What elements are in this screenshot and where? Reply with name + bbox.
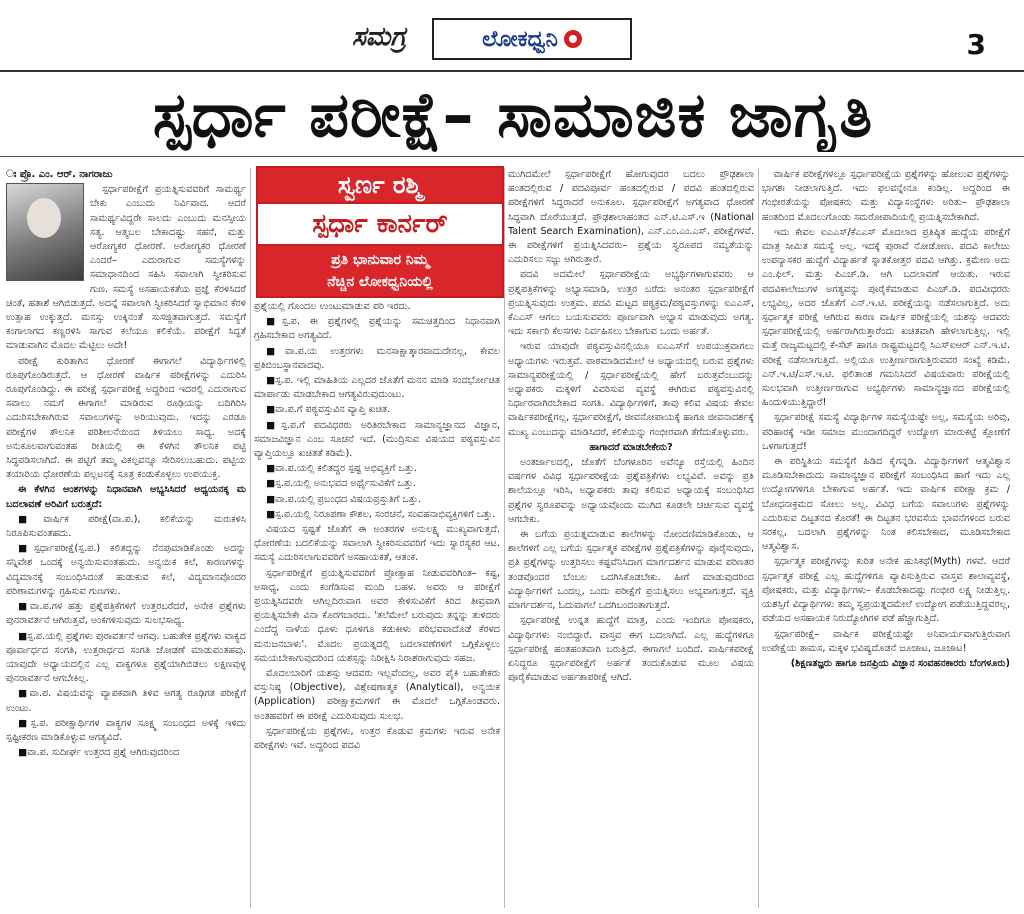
paragraph: ಈ ಬಗೆಯ ಪ್ರಯತ್ನಮಾಡುವ ಶಾಲೆಗಳನ್ನು ನೋಂದಣಿಮಾಡಿಕೊಂಡು, ಆ ಶಾಲೆಗಳಿಗೆ ಎಲ್ಲ ಬಗೆಯ ಸ್ಪರ್ಧಾತ್ಮಕ ಪರೀಕ್ಷೆಗಳ ಪ್ರಶ್ನೆಪತ್ರಿಕೆಗಳನ್ನು ಪೂರೈಸುವುದು, ಪ್ರತಿ ಪ್ರಶ್ನೆಗಳನ್ನು ಉತ್ತರಿಸಲು ಕಷ್ಟವೆನಿಸಿದಾಗ ಮಾರ್ಗದರ್ಶನ ಮಾಡುವ ಪರಿಣತರ ತಂಡವೊಂದರ ಬೆಂಬಲ ಒದಗಿಸಿಕೊಡಬೇಕು. ಹೀಗೆ ಮಾಡುವುದರಿಂದ ವಿದ್ಯಾರ್ಥಿಗಳಿಗೆ ಒಂದಲ್ಲ, ಒಂದು ಪರೀಕ್ಷೆಗೆ ಪ್ರಯತ್ನಿಸಲು ಅಭ್ಯವಾಗುತ್ತದೆ. ವ್ಯಕ್ತಿ ಮಾರ್ಗದರ್ಶನ, ಓದುವಾಗಲೆ ಒದಗಿಬಂದಂತಾಗುತ್ತದೆ. bbox=[508, 529, 754, 612]
article-column-2 bbox=[254, 300, 500, 910]
column-divider bbox=[250, 168, 251, 908]
paragraph: ■ಸ್ಪ.ಪ.ಯಲ್ಲಿ ಪ್ರಶ್ನೆಗಳು ಪುರಾವರ್ತನೆ ಆಗವು. ಬಹುತೇಕ ಪ್ರಶ್ನೆಗಳು ವಾಕ್ಯದ ಪೂರ್ವಾರ್ಧದ ಸಂಗತಿ, ಉತ್ತರಾರ್ಧದ ಸಂಗತಿ ಜೋಡಣೆ ಮಾಡುವಂತಹವು. ಯಾವುದೇ ಅಧ್ಯಾಯದಲ್ಲಿನ ಎಲ್ಲ ವಾಕ್ಯಗಳೂ ಪ್ರಶ್ನೆಯಾಗಿಬಿಡಲು ಲಕ್ಷಣವುಳ್ಳ ಪುನರಾವರ್ತನೆ ಆಗಬೇಕಿಲ್ಲ. bbox=[6, 630, 246, 685]
paragraph: ■ವಾ.ಪ.ಯಲ್ಲಿ ಪ್ರಬಂಧದ ವಿಷಯಪ್ರಸ್ತುತಿಗೆ ಒತ್ತು. bbox=[266, 493, 421, 505]
paragraph: ಅಂತರ್ಜಾಲದಲ್ಲಿ, ಜೊತೆಗೆ ಬೆಂಗಳೂರಿನ ಅವೆನ್ಯೂ ರಸ್ತೆಯಲ್ಲಿ ಹಿಂದಿನ ವರ್ಷಗಳ ವಿವಿಧ ಸ್ಪರ್ಧಾಪರೀಕ್ಷೆಯ ಪ್ರಶ್ನೆಪತ್ರಿಕೆಗಳು ಲಭ್ಯವಿವೆ. ಅವನ್ನು ಪ್ರತಿ ಶಾಲೆಯಲ್ಲೂ ಇರಿಸಿ, ಅಧ್ಯಾಪಕರು ತಾವು ಕಲಿಸುವ ಅಧ್ಯಾಯಕ್ಕೆ ಸಂಬಂಧಿಸಿದ ಪ್ರಶ್ನೆಗಳ ಸ್ವರೂಪವನ್ನು ಅಧ್ಯಾಯವೊಂದು ಮುಗಿದ ಕೂಡಲೇ ಚರ್ಚಿಸುವ ವ್ಯವಸ್ಥೆ ಆಗಬೇಕು. bbox=[508, 457, 754, 525]
paragraph: ■ವಾ.ಪ.ಯಲ್ಲಿ ಕಲಿತದ್ದರ ಸ್ಪಷ್ಟ ಅಭಿವ್ಯಕ್ತಿಗೆ ಒತ್ತು. bbox=[266, 463, 417, 475]
paragraph: ಇರುವ ಯಾವುದೇ ಪಠ್ಯವಸ್ತುವಿನಲ್ಲಿಯೂ ಐಎಎಸ್‌ಗೆ ಉಪಯುಕ್ತವಾಗಲು ಅಧ್ಯಾಯಗಳು ಇರುತ್ತವೆ. ಪಾಠಮಾಡಿದಮೇಲೆ ಆ ಅಧ್ಯಾಯದಲ್ಲಿ ಬರುವ ಪ್ರಶ್ನೆಗಳು ಸಾಮಾನ್ಯಪರೀಕ್ಷೆಯಲ್ಲಿ / ಸ್ಪರ್ಧಾಪರೀಕ್ಷೆಯಲ್ಲಿ ಹೇಗೆ ಬರುತ್ತವೆಂಬುದನ್ನು ಅಧ್ಯಾಪಕರು ಮಕ್ಕಳಿಗೆ ವಿವರಿಸುವ ವ್ಯವಸ್ಥೆ ಈಗಿರುವ ಪಠ್ಯವಸ್ತುವಿನಲ್ಲಿ ನಿರ್ಧಾರವಾಗಿರಬೇಕಾದ ಸಂಗತಿ. ವಿದ್ಯಾರ್ಥಿಗಳಿಗೆ, ತಾವು ಕಲಿವ ವಿಷಯ ಕೇವಲ ವಾರ್ಷಿಕಪರೀಕ್ಷೆಗಲ್ಲ, ಸ್ಪರ್ಧಾಪರೀಕ್ಷೆಗೆ, ಜೀವನೋಪಾಯಕ್ಕೆ ಹಾಗೂ ಜೀವನಾದರ್ಶಕ್ಕೆ ಮುಖ್ಯ ಎಂಬುದನ್ನು ಮಾಡಿಸಿದರೆ, ಕಲಿಕೆಯನ್ನು ಗಂಭೀರವಾಗಿ ತೆಗೆದುಕೊಳ್ಳುವರು. bbox=[508, 341, 754, 438]
author-photo bbox=[6, 183, 84, 281]
logo-emblem-icon bbox=[564, 30, 582, 48]
paragraph: ■ಸ್ಪ.ಪ.ಯಲ್ಲಿ ನಿರೂಪಣಾ ಕೌಶಲ, ಸಂರಚನೆ, ಸಂವಹನಾಭಿವ್ಯಕ್ತಿಗಳಿಗೆ ಒತ್ತು. bbox=[266, 508, 496, 520]
paragraph: ■ವಾ.ಪ.ಗಳ ಹತ್ತು ಪ್ರಶ್ನೆಪತ್ರಿಕೆಗಳಿಗೆ ಉತ್ತರಬರೆದರೆ, ಅನೇಕ ಪ್ರಶ್ನೆಗಳು ಪುನರಾವರ್ತನೆ ಆಗಿರುತ್ತವೆ, ಅಂಕಗಳಿಸುವುದು ಸುಲಭಸಾಧ್ಯ. bbox=[6, 601, 246, 627]
subheading: ಹಾಗಾದರೆ ಮಾಡಬೇಕೇನು? bbox=[589, 441, 673, 453]
paragraph: ವಾರ್ಷಿಕ ಪರೀಕ್ಷೆಗಳಲ್ಲೂ ಸ್ಪರ್ಧಾಪರೀಕ್ಷೆಯ ಪ್ರಶ್ನೆಗಳನ್ನು ಹೋಲುವ ಪ್ರಶ್ನೆಗಳನ್ನು ಭಾಗಶಃ ನೀಡಲಾಗುತ್ತಿದೆ. ಇದು ಫಲವನ್ನೇನೂ ಕಂಡಿಲ್ಲ. ಅದ್ದರಿಂದ ಈ ಗಂಭೀರತೆಯನ್ನು ಪೋಷಕರು ಮತ್ತು ವಿದ್ಯಾಸಂಸ್ಥೆಗಳು ಅರಿತು– ಪ್ರೌಢಶಾಲಾ ಹಂತದಿಂದ ಮೊದಲುಗೊಂಡು ಸಮರೋಪಾದಿಯಲ್ಲಿ ಪ್ರಯತ್ನಿಸಬೇಕಾಗಿದೆ. bbox=[762, 169, 1010, 223]
column-divider bbox=[504, 168, 505, 908]
paragraph: ಪ್ರಶ್ನೆಯಲ್ಲಿ ಗೊಂದಲ ಉಂಟುಮಾಡುವ ಪರಿ ಇರದು. bbox=[254, 301, 411, 312]
page-number: 3 bbox=[966, 28, 986, 61]
paragraph: ಸ್ಪರ್ಧಾಪರೀಕ್ಷೆಗೆ ಪ್ರಯತ್ನಿಸುವವರಿಗೆ ಪ್ರೋತ್ಸಾಹ ನೀಡುವವರಿಗಿಂತ– ಕಷ್ಟ, ಅಸಾಧ್ಯ, ಎಂದು ಕಂಗೆಡಿಸುವ ಮಂದಿ ಬಹಳ. ಅವರು ಆ ಪರೀಕ್ಷೆಗೆ ಪ್ರಯತ್ನಿಸಿದವರೇ ಆಗಿಲ್ಲದಿರುವಾಗ ಅವರ ಕೇಳಿಸುವಿಕೆಗೆ ಕಿರಿದ ತೀವ್ರವಾಗಿ ಪ್ರಯತ್ನಿಸಬೇಕೇ ವಿನಾ ಕೊರಗಬಾರದು. 'ತಲೆಮೇಲೆ ಬರುವುದು ತನ್ನನ್ನು ತುಳಿದರು ಎಂದೆದ್ದ ನಾಳೆಯ ಧೂಳು ಧೂಳಿಗೂ ಕಡುಕೀಳು ಪರಿಭವವಾದೊಡೆ ಕೆರಳದ ಮನುಜನಬಾಳು'. ಮೊದಲ ಪ್ರಯತ್ನದಲ್ಲಿ ಬದಲಾವಣೆಗಳಿಗೆ ಒಗ್ಗಿಕೊಳ್ಳಲು ಸಮಯಬೇಕಾಗುವುದರಿಂದ ಯಶಸ್ಸನ್ನು ನಿರೀಕ್ಷಿಸಿ ನಿರಾಶರಾಗುವುದು ಸಹಜ. bbox=[254, 567, 500, 664]
paragraph: ■ಸ್ಪ.ಪ. ಇಲ್ಲಿ ಮಾಹಿತಿಯ ಎಲ್ಲದರ ಜೊತೆಗೆ ಮನನ ಮಾಡಿ ಸಂದರ್ಭೋಚಿತ ಮಾರ್ಪಾಡು ಮಾಡಬೇಕಾದ ಆಗತ್ಯವಿರುವುದುಂಟು. bbox=[254, 375, 500, 401]
paragraph: ■ವಾ.ಪ.ಯ ಉತ್ತರಗಳು ಮನಸಾಕ್ಷಾತ್ಕಾರವಾದುದೇನಲ್ಲ, ಕೇವಲ ಪ್ರತಿಬಿಂಬಸ್ಥಾನವಾದವು. bbox=[254, 345, 500, 371]
paragraph: ■ವಾರ್ಷಿಕ ಪರೀಕ್ಷೆ(ವಾ.ಪ.), ಕಲಿಕೆಯನ್ನು ಮರುಕಳಿಸಿ ನಿರೂಪಿಸುವಂತಹದು. bbox=[6, 513, 246, 540]
paragraph: ■ವಾ.ಪ.ಗೆ ಪಠ್ಯವಸ್ತುವಿನ ವ್ಯಾಪ್ತಿ ಖಚಿತ. bbox=[266, 404, 391, 416]
article-column-3 bbox=[508, 168, 754, 912]
paragraph: ಸ್ಪರ್ಧಾಪರೀಕ್ಷೆ– ವಾರ್ಷಿಕ ಪರೀಕ್ಷೆಯಷ್ಟೇ ಅನಿವಾರ್ಯವಾಗುತ್ತಿರುವಾಗ ಉಪೇಕ್ಷೆಯ ತಾಮಸ, ಮಕ್ಕಳ ಭವಿಷ್ಯದೊಡನೆ ಜೂಜಾಟ, ಜೂಜಾಟ! bbox=[762, 628, 1010, 654]
paragraph: ■ವಾ.ಪ. ವಿಷಯವನ್ನು ವ್ಯಾಪಕವಾಗಿ ತಿಳಿವ ಆಗತ್ಯ ರೂಢಿಗತ ಪರೀಕ್ಷೆಗೆ ಉಂಟು. bbox=[6, 688, 246, 714]
paragraph: ಸ್ಪರ್ಧಾತ್ಮಕ ಪರೀಕ್ಷೆಗಳನ್ನು ಕುರಿತ ಅನೇಕ ಹುಸಿಕಥೆ(Myth) ಗಳವೆ. ಆದರೆ ಸ್ಪರ್ಧಾತ್ಮಕ ಪರೀಕ್ಷೆ ಎಲ್ಲ ಹುದ್ದೆಗಳಿಗೂ ವ್ಯಾಪಿಸುತ್ತಿರುವ ವಾಸ್ತವ ಶಾಲಾವ್ಯವಸ್ಥೆ, ಪೋಷಕರು, ಮತ್ತು ವಿದ್ಯಾರ್ಥಿಗಳು– ಕೊಡಬೇಕಾದಷ್ಟು ಗಂಭೀರ ಲಕ್ಷ್ಯ ನೀಡುತ್ತಿಲ್ಲ. ಯಶಸ್ಸಿಗೆ ವಿದ್ಯಾರ್ಥಿಗಳು ತಮ್ಮ ಸ್ವಪ್ರಯತ್ನದಮೇಲೆ ಉದ್ಯೋಗ ಪಡೆಯುತ್ತಿದ್ದವರಲ್ಲ, ಪಡೆಯದ ಅಸಹಾಯಕ ನಿರುದ್ಯೋಗಿಗಳ ಪಡೆ ಹೆಚ್ಚಾಗುತ್ತಿದೆ. bbox=[762, 556, 1010, 625]
masthead bbox=[0, 0, 1024, 72]
paragraph: ಪದವಿ ಅದಮೇಲೆ ಸ್ಪರ್ಧಾಪರೀಕ್ಷೆಯ ಅಭ್ಯರ್ಥಿಗಳಾಗುವವರು ಆ ಪ್ರಶ್ನಪತ್ರಿಕೆಗಳನ್ನು ಅಭ್ಯಾಸಮಾಡಿ, ಉತ್ತರ ಬರೆದು ಅನಂತರ ಸ್ಪರ್ಧಾಪರೀಕ್ಷೆಗೆ ಪ್ರಯತ್ನಿಸುವುದು ಉತ್ತಮ. ಪದವಿ ಮಟ್ಟದ ಪಠ್ಯಕ್ರಮ/ಪಠ್ಯವಸ್ತುಗಳನ್ನು ಐಎಎಸ್, ಕೆಎಎಸ್ ಆಗಲು ಬಯಸುವವರು ಪೂರ್ಣವಾಗಿ ಅಭ್ಯಾಸ ಮಾಡುವುದು ಅಗತ್ಯ. ಇದು ಸರ್ಕಾರಿ ಕೆಲಸಗಳು ನಿರ್ವಹಿಸಲು ಬೇಕಾಗುವ ಒಂದು ಅರ್ಹತೆ. bbox=[508, 269, 754, 338]
promo-box bbox=[256, 166, 504, 298]
section-label: ಸಮಗ್ರ bbox=[352, 22, 406, 52]
paragraph: ■ಸ್ಪ.ಪ.ಗೆ ಪದವಿಧರರು ಅರಿತಿರಬೇಕಾದ ಸಾಮಾನ್ಯಜ್ಞಾನದ ವಿಜ್ಞಾನ, ಸಮಾಜವಿಜ್ಞಾನ ಎಂಬ ಸೂಚನೆ ಇದೆ. (ಮುದ್ರಿಸುವ ವಿಷಯದ ಪಠ್ಯವಸ್ತುವಿನ ವ್ಯಾಪ್ತಿಯಲ್ಲೂ ಖಚಿತತೆ ಕಡಿಮೆ). bbox=[254, 419, 500, 460]
newspaper-logo bbox=[432, 18, 632, 60]
article-column-1 bbox=[6, 168, 246, 908]
paragraph: ಇದು ಕೇವಲ ಐಎಎಸ್/ಕೆಎಎಸ್ ಮೊದಲಾದ ಪ್ರತಿಷ್ಠಿತ ಹುದ್ದೆಯ ಪರೀಕ್ಷೆಗೆ ಮಾತ್ರ ಸೀಮಿತ ಸಮಸ್ಯೆ ಅಲ್ಲ. ಇದಕ್ಕೆ ಪುರಾವೆ ನೋಡೋಣ. ಪದವಿ ಕಾಲೇಜು ಉಪನ್ಯಾಸಕರ ಹುದ್ದೆಗೆ ವಿದ್ಯಾರ್ಹತೆ ಸ್ನಾತಕೋತ್ತರ ಪದವಿ ಆಗಿತ್ತು. ಕ್ರಮೇಣ ಅದು ಎಂ.ಫಿಲ್. ಮತ್ತು ಪಿಎಚ್.ಡಿ. ಆಗಿ ಬದಲಾವಣೆ ಆಯಿತು. ಇರುವ ಪದವಿಕಾಲೇಜುಗಳ ಅಗತ್ಯವನ್ನು ಪೂರೈಕೆಮಾಡುವ ಪಿಎಚ್.ಡಿ. ಪದವೀಧರರು ಲಭ್ಯವಿಲ್ಲ, ಅದರ ಜೊತೆಗೆ ಎನ್.ಇ.ಟಿ. ಪರೀಕ್ಷೆಯನ್ನು ನಡೆಸಲಾಗುತ್ತಿದೆ. ಅದು ಸ್ಪರ್ಧಾತ್ಮಕ ಪರೀಕ್ಷೆ ಆಗಿರುವ ಕಾರಣ ವಾರ್ಷಿಕ ಪರೀಕ್ಷೆಯಲ್ಲಿ ಯಶಸ್ಸು ಆದವರು ಸ್ಪರ್ಧಾಪರೀಕ್ಷೆಯಲ್ಲಿ ಅರ್ಹರಾಗಿರುತ್ತಾರೆಂದು ಖಚಿತವಾಗಿ ಹೇಳಲಾಗುತ್ತಿಲ್ಲ. ಇಲ್ಲಿ ಮತ್ತೆ ರಾಜ್ಯಮಟ್ಟದಲ್ಲಿ ಕೆ-ಸೆಟ್ ಹಾಗೂ ರಾಷ್ಟ್ರಮಟ್ಟದಲ್ಲಿ ಸಿಎಸ್‌ಐಆರ್ ಎನ್.ಇ.ಟಿ. ಪರೀಕ್ಷೆ ನಡೆಸಲಾಗುತ್ತಿದೆ. ಅಲ್ಲಿಯೂ ಉತ್ತೀರ್ಣರಾಗುತ್ತಿರುವವರ ಸಂಖ್ಯೆ ಕಡಿಮೆ. ಎನ್.ಇ.ಟಿ/ಎಸ್.ಇ.ಟಿ. ಫಲಿತಾಂಶ ಗಮನಿಸಿದರೆ ವಿಷಯವಾರು ಪರೀಕ್ಷೆಯಲ್ಲಿ ಸುಲಭವಾಗಿ ಉತ್ತೀರ್ಣರಾಗುವ ಅಭ್ಯರ್ಥಿಗಳು ಸಾಮಾನ್ಯಜ್ಞಾನದ ಪರೀಕ್ಷೆಯಲ್ಲಿ ಹಿಂದುಳಿಯುತ್ತಿದ್ದಾರೆ! bbox=[762, 226, 1010, 409]
headline: ಸ್ಪರ್ಧಾ ಪರೀಕ್ಷೆ– ಸಾಮಾಜಿಕ ಜಾಗೃತಿ bbox=[152, 78, 874, 151]
byline: ಃ ಪ್ರೊ. ಎಂ. ಆರ್. ನಾಗರಾಜು bbox=[6, 169, 113, 180]
promo-line-2: ನೆಚ್ಚಿನ ಲೋಕಧ್ವನಿಯಲ್ಲಿ bbox=[327, 274, 433, 290]
paragraph: ಮುಗಿದಮೇಲೆ ಸ್ಪರ್ಧಾಪರೀಕ್ಷೆಗೆ ಹೋಗುವುದರ ಬದಲು ಪ್ರೌಢಶಾಲಾ ಹಂತದಲ್ಲಿರುವ / ಪದವಿಪೂರ್ವ ಹಂತದಲ್ಲಿರುವ / ಪದವಿ ಹಂತದಲ್ಲಿರುವ ಪರೀಕ್ಷೆಗಳಿಗೆ ಸಿದ್ಧರಾದರೆ ಅನುಕೂಲ. ಸ್ಪರ್ಧಾಪರೀಕ್ಷೆಗೆ ಅಗತ್ಯವಾದ ಧೋರಣೆ ಸಿದ್ಧವಾಗಿ ದೊರೆಯುತ್ತದೆ. ಪ್ರೌಢಶಾಲಾಹಂತದ ಎನ್.ಟಿ.ಎಸ್.ಇ (National Talent Search Examination), ಎನ್.ಎಂ.ಎಂ.ಎಸ್. ಪರೀಕ್ಷೆಗಳವೆ. ಈ ಪರೀಕ್ಷೆಗಳಿಗೆ ಪ್ರಯತ್ನಿಸಿದವರು– ಪ್ರಶ್ನೆಯ ಸ್ವರೂಪದ ನಮ್ಯತೆಯನ್ನು ಎದುರಿಸಲು ಸಜ್ಜು ಆಗಿರುತ್ತಾರೆ. bbox=[508, 169, 754, 266]
column-divider bbox=[758, 168, 759, 908]
paragraph: ■ಸ್ಪ.ಪ. ಪರೀಕ್ಷಾರ್ಥಿಗಳ ವಾಕ್ಯಗಳ ಸೂಕ್ಷ್ಮ ಸಂಬಂಧದ ಅಳಕ್ಕೆ ಇಳಿದು ಸ್ಪಷ್ಟೀಕರಣ ಮಾಡಿಕೊಳ್ಳುವ ಆಗತ್ಯವಿದೆ. bbox=[6, 717, 246, 743]
paragraph: ■ಸ್ಪ.ಪ.ಯಲ್ಲಿ ಅನುಭವದ ಅರ್ಥೈಸುವಿಕೆಗೆ ಒತ್ತು. bbox=[266, 478, 416, 490]
logo-text: ಲೋಕಧ್ವನಿ bbox=[482, 26, 558, 52]
promo-title: ಸ್ವರ್ಣ ರಶ್ಮಿ bbox=[258, 168, 502, 202]
promo-tagline bbox=[258, 246, 502, 296]
article-column-4 bbox=[762, 168, 1010, 912]
paragraph: ಪರೀಕ್ಷೆ ಕುರಿತಾಗಿನ ಧೋರಣೆ ಈಗಾಗಲೆ ವಿದ್ಯಾರ್ಥಿಗಳಲ್ಲಿ ರೂಪುಗೊಂಡಿರುತ್ತದೆ. ಆ ಧೋರಣೆ ವಾರ್ಷಿಕ ಪರೀಕ್ಷೆಗಳನ್ನು ಎದುರಿಸಿ ರೂಪುಗೊಂಡಿದ್ದು. ಈ ಪರೀಕ್ಷೆ ಸ್ಪರ್ಧಾಪರೀಕ್ಷೆ ಅದ್ದರಿಂದ ಇದರಲ್ಲಿ ಎದುರಾಗುವ ಸವಾಲು ನಮಗೆ ಈಗಾಗಲೆ ಮಾಡಿರುವ ರೂಢಿಯನ್ನು ಬದಿಗಿರಿಸಿ ಎದುರಿಸಬೇಕಾಗಿರುವ ಸವಾಲುಗಳನ್ನು ಅರಿಯುವುದು. ಇದನ್ನು ಎರಡೂ ಪರೀಕ್ಷೆಗಳ ತೌಲನಿಕ ಪರಿಶೀಲನೆಯಿಂದ ತಿಳಿಯಲು ಸಾಧ್ಯ. ಅದಕ್ಕೆ ಅನುಕೂಲವಾಗುವಂತಹ ರೀತಿಯಲ್ಲಿ ಈ ಕೆಳಗಿನ ತೌಲನಿಕ ಪಟ್ಟಿ ಸಿದ್ಧಪಡಿಸಲಾಗಿದೆ. ಈ ಪಟ್ಟಿಗೆ ತಮ್ಮ ವಿಕಲ್ಪವನ್ನೂ ಸೇರಿಸಲುಬಹುದು. ಪಟ್ಟಿಯ ತಯಾರಿಯ ಧೋರಣೆಯ ಪಲ್ಲಟನಕ್ಕೆ ಸೂತ್ರ ಕಂಡುಕೊಳ್ಳಲು ಉಪಯುಕ್ತ. bbox=[6, 355, 246, 481]
paragraph: ಈ ಪರಿಸ್ಥಿತಿಯ ಸಮಸ್ಯೆಗೆ ಹಿಡಿದ ಕೈಗನ್ನಡಿ. ವಿದ್ಯಾರ್ಥಿಗಳಿಗೆ ಆತ್ಮವಿಶ್ವಾಸ ಮೂಡಿಸಬೇಕಾದುದು ಸಾಮಾನ್ಯಜ್ಞಾನ ಪರೀಕ್ಷೆಗೆ ಸಂಬಂಧಿಸಿದ ಹಾಗೆ ಇದು ಎಲ್ಲ ಉದ್ಯೋಗಗಳಿಗೂ ಬೇಕಾಗುವ ಅರ್ಹತೆ. ಇದು ವಾರ್ಷಿಕ ಪರೀಕ್ಷಾ ಕ್ರಮ / ಬೋಧನಾಕ್ರಮದ ಸೋಲು ಅಲ್ಲ. ವಿವಿಧ ಬಗೆಯ ಸವಾಲುಗಳು ಪ್ರಶ್ನೆಗಳನ್ನು ಎದುರಿಸುವ ದಿಟ್ಟತನದ ಕೊರತೆ! ಈ ದಿಟ್ಟತನ ಭರವಸೆಯ ಭಾವನೆಗಳಂದ ಬರುವ ಸರಕಲ್ಲ, ಬದಲಾಗಿ ಪ್ರಶ್ನೆಗಳನ್ನು ನಿಂತ ಕಲಿಸಬೇಕಾದ, ಮೂಡಿಸಬೇಕಾದ ಆತ್ಮವಿಶ್ವಾಸ. bbox=[762, 456, 1010, 553]
paragraph: ಈ ಕೆಳಗಿನ ಅಂಶಗಳನ್ನು ನಿಧಾನವಾಗಿ ಅಭ್ಯಸಿಸಿದರೆ ಅಧ್ಯಯನಕ್ಕ ಮ ಬದಲಾವಣೆ ಅರಿವಿಗೆ ಬರುತ್ತದೆ: bbox=[6, 484, 246, 510]
author-credit: (ಶಿಕ್ಷಣತಜ್ಞರು ಹಾಗೂ ಜನಪ್ರಿಯ ವಿಜ್ಞಾನ ಸಂವಹನಕಾರರು ಬೆಂಗಳೂರು) bbox=[790, 657, 1010, 669]
paragraph: ವಿಷಯದ ಸ್ಪಷ್ಟತೆ ಜೊತೆಗೆ ಈ ಅಂತರಗಳ ಅನುಲಕ್ಷ್ಯ ಮುಖ್ಯವಾಗುತ್ತದೆ. ಧೋರಣೆಯ ಬದಲಿಕೆಯನ್ನು ಸವಾಲಾಗಿ ಸ್ವೀಕರಿಸುವವರಿಗೆ ಇದು ಸ್ವಾರಸ್ಯಕರ ಆಟ. ಸಮಸ್ಯೆ ಎದುರಿಸಲಾಗುವವರಿಗೆ ಅಸಹಾಯಕತೆ, ಆತಂಕ. bbox=[254, 524, 500, 564]
promo-subtitle: ಸ್ಪರ್ಧಾ ಕಾರ್ನರ್ bbox=[258, 202, 502, 246]
paragraph: ಸ್ಪರ್ಧಾಪರೀಕ್ಷೆಯ ಪ್ರಶ್ನೆಗಳು, ಉತ್ತರ ಕೊಡುವ ಕ್ರಮಗಳು ಇರುವ ಅನೇಕ ಪರೀಕ್ಷೆಗಳು ಇವೆ. ಅದ್ದರಿಂದ ಪದವಿ bbox=[254, 725, 500, 752]
paragraph: ■ಸ್ಪರ್ಧಾಪರೀಕ್ಷೆ(ಸ್ಪ.ಪ.) ಕಲಿತದ್ದನ್ನು ನೆನಪುಮಾಡಿಕೊಂಡು ಅದನ್ನು ಸನ್ನಿವೇಶ ಒಂದಕ್ಕೆ ಅನ್ವಯಿಸುವಂತಹುದು. ಅನ್ವಯಿಕ ಕಲೆ, ಕಾರಣಗಳನ್ನು ವಿದ್ಯಮಾನಕ್ಕೆ ಸಂಬಂಧಿಸಿದಂತೆ ಹುಡುಕುವ ಕಲೆ, ವಿದ್ಯಮಾನವೊಂದರ ಪರಿಣಾಮಗಳನ್ನು ಗ್ರಹಿಸುವ ಗುಣಗಳು. bbox=[6, 543, 246, 597]
paragraph: ಮೊದಲಬಾರಿಗೆ ಯಶಸ್ಸು ಆದವರು ಇಲ್ಲವೆಂದಲ್ಲ, ಅವರ ಪೈಕಿ ಬಹುತೇಕರು ವಸ್ತುನಿಷ್ಠ (Objective), ವಿಶ್ಲೇಷಣಾತ್ಮಕ (Analytical), ಅನ್ವಯಿಕ (Application) ಪರೀಕ್ಷಾಕ್ರಮಗಳಿಗೆ ಈ ಮೊದಲೆ ಒಗ್ಗಿಕೊಂಡವರು. ಅಂತಹವರಿಗೆ ಈ ಪರೀಕ್ಷೆ ಎದುರಿಸುವುದು ಸುಲಭ. bbox=[254, 668, 500, 722]
paragraph: ಸ್ಪರ್ಧಾಪರೀಕ್ಷೆ ಉನ್ನತ ಹುದ್ದೆಗೆ ಮಾತ್ರ, ಎಂದು ಇಂದಿಗೂ ಪೋಷಕರು, ವಿದ್ಯಾರ್ಥಿಗಳು ನಂಬಿದ್ದಾರೆ. ವಾಸ್ತವ ಈಗ ಬದಲಾಗಿದೆ. ಎಲ್ಲ ಹುದ್ದೆಗಳಿಗೂ ಸ್ಪರ್ಧಾಪರೀಕ್ಷೆ ಹಂತಹಂತವಾಗಿ ಬರುತ್ತಿದೆ. ಈಗಾಗಲೆ ಬಂದಿದೆ. ವಾರ್ಷಿಕಪರೀಕ್ಷೆ ಏನಿದ್ದರೂ ಸ್ಪರ್ಧಾಪರೀಕ್ಷೆಗೆ ಅರ್ಹತೆ ತಂದುಕೊಡುವ ಮೂಲ ವಿಷಯ ಪೂರೈಕೆಮಾಡುವ ಅರ್ಹತಾಪರೀಕ್ಷೆ ಆಗಿದೆ. bbox=[508, 615, 754, 684]
paragraph: ■ಸ್ಪ.ಪ. ಈ ಪ್ರಶ್ನೆಗಳಲ್ಲಿ ಪ್ರಶ್ನೆಯನ್ನು ಸಮಚಿತ್ತದಿಂದ ನಿಧಾನವಾಗಿ ಗ್ರಹಿಸಬೇಕಾದ ಅಗತ್ಯವಿದೆ. bbox=[254, 316, 500, 342]
headline-divider bbox=[0, 156, 1024, 157]
paragraph: ಸ್ಪರ್ಧಾಪರೀಕ್ಷೆಗೆ ಪ್ರಯತ್ನಿಸುವವರಿಗೆ ಸಾಮರ್ಥ್ಯ ಬೇಕು ಎಂಬುದು ನಿರ್ವಿವಾದ. ಆದರೆ ಸಾಮರ್ಥ್ಯವಿದ್ದರೇ ಸಾಲದು ಎಂಬುದು ಮನಸ್ಸೀಯ ಸತ್ಯ. ಆತ್ಮಬಲ ಬೇಕಾದಷ್ಟು ಸಹನೆ, ಮತ್ತು ಆರೋಗ್ಯಕರ ಧೋರಣೆ. ಅರೋಗ್ಯಕರ ಧೋರಣೆ ಎಂದರೆ– ಎದುರಾಗುವ ಸಮಸ್ಯೆಗಳನ್ನು ಸಮಾಧಾನದಿಂದ ಸಹಿಸಿ ಸವಾಲಾಗಿ ಸ್ವೀಕರಿಸುವ ಗುಣ. ಸಮಸ್ಯೆ ಅಸಹಾಯಕತೆಯ ಪ್ರಜ್ಞೆ ಕೆರಳಿಸಿದರೆ ಚಿಂತೆ, ಹತಾಶೆ ಆಗಿಬಿಡುತ್ತದೆ. ಅದನ್ನೆ ಸವಾಲಾಗಿ ಸ್ವೀಕರಿಸಿದರೆ ಸ್ವಾಭಿಮಾನ ಕೆರಳಿ ಉತ್ಸಾಹ ಉಕ್ಕುತ್ತದೆ. ಮನಸ್ಸು ಉಕ್ಕಿನಂತೆ ಸುಸಜ್ಜಿತವಾಗುತ್ತದೆ. ಸಮಸ್ಯೆಗೆ ಕಂಗಾಲಾಗದ ಕಣ್ಣರಳಿಸಿ ಸಾಗುವ ಕಲೆಯೂ ಕಲಿಕೆಯೆ. ಪರೀಕ್ಷೆಗೆ ಸಿದ್ಧತೆ ಮಾಡುವಾಗಿನ ಮೊದಲ ಮೆಟ್ಟಿಲು ಅದೇ! bbox=[6, 184, 246, 352]
paragraph: ಸ್ಪರ್ಧಾಪರೀಕ್ಷೆ ಸಮಸ್ಯೆ ವಿದ್ಯಾರ್ಥಿಗಳ ಸಮಸ್ಯೆಯಷ್ಟೇ ಅಲ್ಲ, ಸಮಸ್ಯೆಯ ಅರಿವು, ಪರಿಹಾರಕ್ಕೆ ಇಡೀ ಸಮಾಜ ಮುಂದಾಗದಿದ್ದರೆ ಉದ್ಯೋಗ ಮಾರುಕಟ್ಟೆ ಕ್ಲೋಣೆಗೆ ಒಳಗಾಗುತ್ತದೆ! bbox=[762, 412, 1010, 452]
paragraph: ■ವಾ.ಪ. ಸುದೀರ್ಘ ಉತ್ತರದ ಪ್ರಶ್ನೆ ಆಗಿರುವುದರಿಂದ bbox=[18, 747, 180, 759]
promo-line-1: ಪ್ರತಿ ಭಾನುವಾರ ನಿಮ್ಮ bbox=[331, 252, 429, 268]
